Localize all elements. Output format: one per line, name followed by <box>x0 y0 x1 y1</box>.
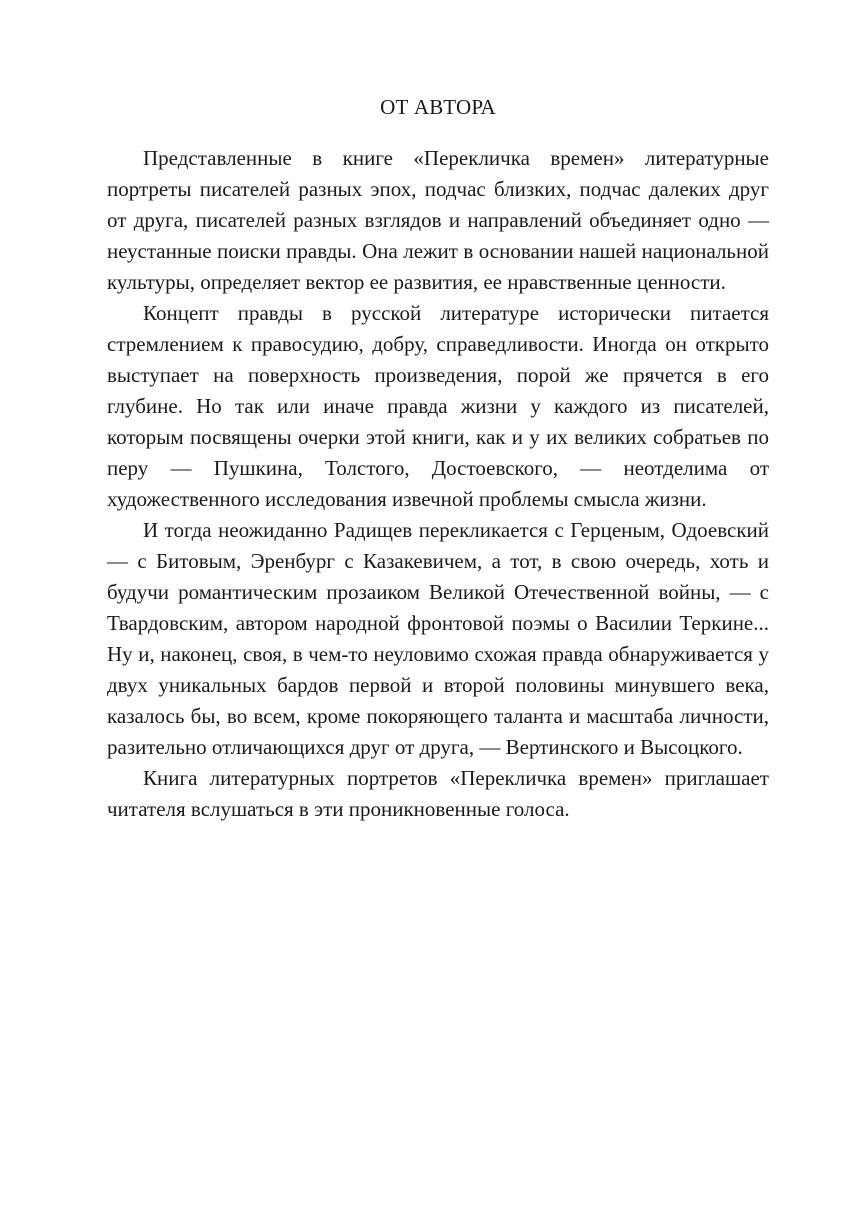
paragraph-3: И тогда неожиданно Радищев перекликается с Герценым, Одоевский — с Битовым, Эренбург с Казакевичем, а тот, в свою очередь, хоть и будучи романтическим прозаиком Великой Отечественной войны, — с Твардовским, автором народной фронтовой поэмы о Василии Теркине... Ну и, наконец, своя, в чем-то неуловимо схожая правда обнаруживается у двух уникальных бардов первой и второй половины минувшего века, казалось бы, во всем, кроме покоряющего таланта и масштаба личности, разительно отличающихся друг от друга, — Вертинского и Высоцкого. <box>107 518 769 759</box>
paragraph-1: Представленные в книге «Перекличка времен» литературные портреты писателей разных эпох, подчас близких, подчас далеких друг от друга, писателей разных взглядов и направлений объединяет одно — неустанные поиски правды. Она лежит в основании нашей национальной культуры, определяет вектор ее развития, ее нравственные ценности. <box>107 146 769 294</box>
paragraph-2: Концепт правды в русской литературе исторически питается стремлением к правосудию, добру, справедливости. Иногда он открыто выступает на поверхность произведения, порой же прячется в его глубине. Но так или иначе правда жизни у каждого из писателей, которым посвящены очерки этой книги, как и у их великих собратьев по перу — Пушкина, Толстого, Достоевского, — неотделима от художественного исследования извечной проблемы смысла жизни. <box>107 301 769 511</box>
page-content <box>107 92 769 825</box>
paragraph-4: Книга литературных портретов «Перекличка времен» приглашает читателя вслушаться в эти проникновенные голоса. <box>107 766 769 821</box>
page-title: ОТ АВТОРА <box>380 95 496 119</box>
